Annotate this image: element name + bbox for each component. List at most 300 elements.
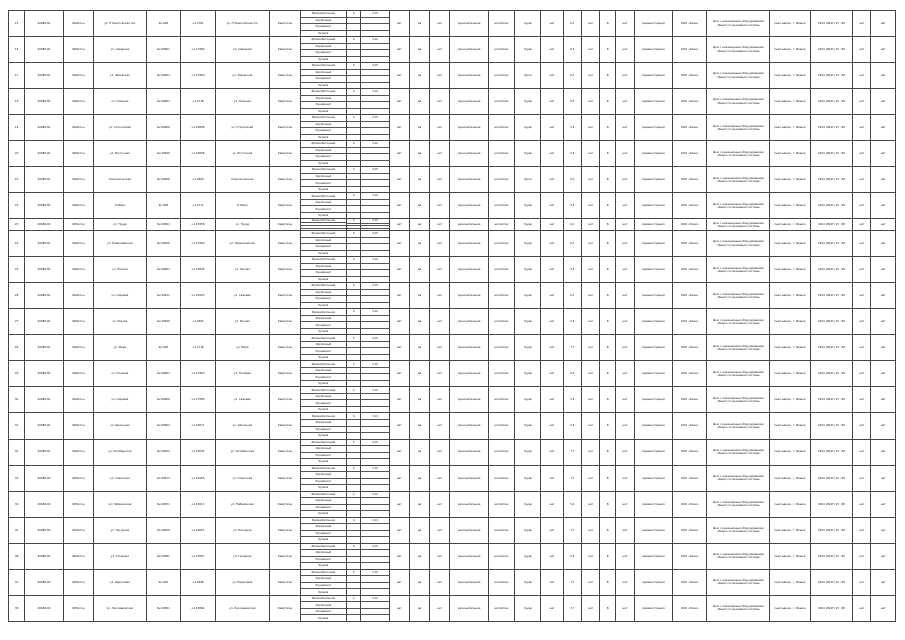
address-cell: ул. Лесная (94, 257, 147, 283)
district-cell: Кварталы (270, 413, 300, 439)
code-cell: +1.18223 (181, 283, 215, 309)
route-cell: Сыктывкар - г. Вашка (770, 309, 811, 335)
reference-cell: 0014 (9947) 15 : 68 (810, 361, 853, 387)
flag-i-cell: нет (581, 309, 599, 335)
flag-c-cell: нет (430, 569, 450, 595)
class-cell: Б (600, 219, 616, 231)
flag-r-cell: нет (871, 141, 896, 167)
date-cell: 40486,00 (25, 63, 63, 89)
count-value: 6 (347, 283, 360, 290)
payment-cell: неплатеж (488, 491, 514, 517)
flag-k-cell: нет (616, 413, 634, 439)
value-cell (361, 231, 389, 257)
flag-k-cell: нет (616, 517, 634, 543)
flag-i-cell: нет (581, 193, 599, 219)
flag-g-cell: нет (541, 439, 563, 465)
empty-subcell (361, 381, 388, 387)
count-cell (347, 89, 361, 115)
flag-i-cell: нет (581, 283, 599, 309)
material-line: Фундамент (301, 505, 347, 512)
date-cell: 40486,00 (25, 219, 63, 231)
district-cell: Кварталы (270, 361, 300, 387)
number-cell: 9н.00826 (146, 517, 180, 543)
ownership-cell: муниципальная (450, 63, 488, 89)
reference-cell: 0014 (9947) 15 : 68 (810, 413, 853, 439)
code-cell: +1.18898 (181, 115, 215, 141)
flag-r-cell: нет (871, 89, 896, 115)
operator-cell: ООО «Коми» (673, 387, 707, 413)
material-line: Кровля (318, 590, 329, 594)
materials-cell (300, 167, 347, 193)
flag-k-cell: нет (616, 167, 634, 193)
material-line: Железобетонный (301, 387, 347, 394)
flag-q-cell: нет (853, 387, 871, 413)
row-number: 36 (9, 543, 25, 569)
date-cell: 40486,00 (25, 167, 63, 193)
reference-cell: 0014 (9947) 15 : 68 (810, 231, 853, 257)
flag-a-cell: нет (389, 219, 409, 231)
address-cell: ул. Речная (94, 309, 147, 335)
material-line: Железобетонный (301, 440, 347, 447)
flag-g-cell: нет (541, 413, 563, 439)
metric-cell: 6.1 (563, 361, 581, 387)
address-cell: ул. Северная (94, 37, 147, 63)
authority-cell: Администрация (634, 335, 672, 361)
number-cell: 9н.00804 (146, 413, 180, 439)
count-cell (347, 283, 361, 309)
material-line: Кровля (318, 277, 329, 281)
address-cell: ул. Садовая (94, 283, 147, 309)
flag-g-cell: нет (541, 89, 563, 115)
ownership-cell: муниципальная (450, 543, 488, 569)
flag-c-cell: нет (430, 37, 450, 63)
flag-a-cell: нет (389, 89, 409, 115)
district-cell: Кварталы (270, 309, 300, 335)
reference-cell: 0014 (9947) 15 : 68 (810, 219, 853, 231)
location-cell: ул. Садовая (215, 387, 270, 413)
authority-cell: Администрация (634, 543, 672, 569)
flag-g-cell: нет (541, 543, 563, 569)
count-value: 6 (347, 37, 360, 44)
number-cell: 9н.008 (146, 193, 180, 219)
value-number: 3.10 (361, 361, 388, 368)
materials-cell (300, 257, 347, 283)
material-line: Кирпичный (301, 446, 347, 453)
location-cell: ул. Восточная (215, 141, 270, 167)
date-cell: 40486,00 (25, 257, 63, 283)
empty-subcell (347, 135, 360, 141)
reference-cell: 0014 (9947) 15 : 68 (810, 491, 853, 517)
code-cell: +1.18034 (181, 439, 215, 465)
flag-i-cell: нет (581, 361, 599, 387)
address-cell: ул. Заводская (94, 63, 147, 89)
code-cell: +1.18057 (181, 543, 215, 569)
material-line: Фундамент (301, 348, 347, 355)
material-line: Кровля (318, 408, 329, 412)
material-line: Фундамент (301, 154, 347, 161)
material-line: Железобетонная (301, 167, 347, 174)
type-cell: Ж/Бетон (63, 517, 93, 543)
flag-k-cell: нет (616, 595, 634, 621)
material-line: Кровля (318, 382, 329, 386)
flag-k-cell: нет (616, 257, 634, 283)
route-cell: Сыктывкар - г. Вашка (770, 11, 811, 37)
empty-subcell (347, 57, 360, 63)
access-cell: трудн (515, 11, 541, 37)
reference-cell: 0014 (9947) 15 : 68 (810, 387, 853, 413)
code-cell: +1.18458 (181, 219, 215, 231)
operator-cell: ООО «Коми» (673, 595, 707, 621)
route-cell: Сыктывкар - г. Вашка (770, 37, 811, 63)
value-cell (361, 439, 389, 465)
date-cell: 40486,00 (25, 115, 63, 141)
address-cell: ул. Садовая (94, 387, 147, 413)
authority-cell: Администрация (634, 439, 672, 465)
location-cell: ул. Набережная (215, 491, 270, 517)
flag-r-cell: нет (871, 517, 896, 543)
number-cell: 9н.00881 (146, 543, 180, 569)
code-cell: +1.18011 (181, 491, 215, 517)
ownership-cell: муниципальная (450, 465, 488, 491)
value-number: 3.10 (361, 544, 388, 551)
class-cell: Б (600, 413, 616, 439)
ownership-cell: муниципальная (450, 167, 488, 193)
address-cell: Комсомольская (94, 167, 147, 193)
row-number: 35 (9, 517, 25, 543)
date-cell: 40486,00 (25, 37, 63, 63)
flag-q-cell: нет (853, 257, 871, 283)
value-number: 3.10 (361, 193, 388, 200)
material-line: Железобетонная (301, 257, 347, 264)
value-number: 3.10 (361, 37, 388, 44)
flag-i-cell: нет (581, 569, 599, 595)
flag-q-cell: нет (853, 439, 871, 465)
access-cell: трудн (515, 193, 541, 219)
type-cell: Ж/Бетон (63, 63, 93, 89)
flag-b-cell: да (409, 167, 429, 193)
flag-b-cell: да (409, 361, 429, 387)
flag-i-cell: нет (581, 517, 599, 543)
flag-q-cell: нет (853, 335, 871, 361)
flag-b-cell: да (409, 439, 429, 465)
ownership-cell: муниципальная (450, 283, 488, 309)
description-cell: Дом с инженерным оборудованием общего пользования системы (707, 257, 770, 283)
flag-g-cell: нет (541, 167, 563, 193)
value-cell (361, 517, 389, 543)
description-cell: Дом с инженерным оборудованием общего пользования системы (707, 283, 770, 309)
location-cell: ул. Первомайская (215, 231, 270, 257)
flag-k-cell: нет (616, 569, 634, 595)
flag-a-cell: нет (389, 167, 409, 193)
flag-r-cell: нет (871, 413, 896, 439)
flag-i-cell: нет (581, 231, 599, 257)
date-cell: 40486,00 (25, 231, 63, 257)
empty-subcell (361, 187, 388, 193)
district-cell: Кварталы (270, 335, 300, 361)
count-cell (347, 141, 361, 167)
address-cell: ул. Полевая (94, 361, 147, 387)
location-cell: ул. Гагарина (215, 543, 270, 569)
row-number: 23 (9, 219, 25, 231)
access-cell: трудн (515, 283, 541, 309)
location-cell: П.Мира (215, 193, 270, 219)
location-cell: ул. Речная (215, 309, 270, 335)
flag-g-cell: нет (541, 387, 563, 413)
description-cell: Дом с инженерным оборудованием общего пользования системы (707, 63, 770, 89)
ownership-cell: муниципальная (450, 231, 488, 257)
number-cell: 9н.00873 (146, 465, 180, 491)
value-number: 3.10 (361, 413, 388, 420)
district-cell: Кварталы (270, 387, 300, 413)
access-cell: трудн (515, 491, 541, 517)
material-line: Кровля (318, 251, 329, 255)
date-cell: 40486,00 (25, 517, 63, 543)
ownership-cell: муниципальная (450, 309, 488, 335)
flag-g-cell: нет (541, 491, 563, 517)
operator-cell: ООО «Коми» (673, 193, 707, 219)
count-value: 3 (347, 361, 360, 368)
flag-b-cell: да (409, 543, 429, 569)
count-value: 4 (347, 518, 360, 525)
flag-a-cell: нет (389, 309, 409, 335)
material-line: Железобетонная (301, 115, 347, 122)
ownership-cell: муниципальная (450, 335, 488, 361)
reference-cell: 0014 (9947) 15 : 68 (810, 439, 853, 465)
value-cell (361, 335, 389, 361)
table-row (9, 543, 896, 569)
class-cell: Б (600, 257, 616, 283)
empty-subcell (361, 329, 388, 335)
ownership-cell: муниципальная (450, 219, 488, 231)
payment-cell: неплатеж (488, 63, 514, 89)
flag-r-cell: нет (871, 465, 896, 491)
flag-a-cell: нет (389, 569, 409, 595)
flag-b-cell: да (409, 569, 429, 595)
description-cell: Дом с инженерным оборудованием общего пользования системы (707, 361, 770, 387)
reference-cell: 0014 (9947) 15 : 68 (810, 37, 853, 63)
code-cell: +1.1781 (181, 11, 215, 37)
flag-r-cell: нет (871, 361, 896, 387)
material-line: Кирпичный (301, 174, 347, 181)
materials-cell (300, 543, 347, 569)
value-cell (361, 167, 389, 193)
value-cell (361, 595, 389, 621)
flag-b-cell: да (409, 387, 429, 413)
empty-subcell (347, 589, 360, 595)
empty-subcell (347, 459, 360, 465)
flag-k-cell: нет (616, 63, 634, 89)
flag-g-cell: нет (541, 465, 563, 491)
table-row (9, 465, 896, 491)
flag-r-cell: нет (871, 595, 896, 621)
flag-k-cell: нет (616, 193, 634, 219)
type-cell: Ж/Бетон (63, 257, 93, 283)
count-cell (347, 361, 361, 387)
value-number: 3.10 (361, 335, 388, 342)
access-cell: трудн (515, 517, 541, 543)
payment-cell: неплатеж (488, 231, 514, 257)
type-cell: Ж/Бетон (63, 231, 93, 257)
class-cell: Б (600, 231, 616, 257)
type-cell: Ж/Бетон (63, 219, 93, 231)
material-line: Фундамент (301, 296, 347, 303)
material-line: Фундамент (301, 374, 347, 381)
reference-cell: 0014 (9947) 15 : 68 (810, 193, 853, 219)
reference-cell: 0014 (9947) 15 : 68 (810, 63, 853, 89)
location-cell: ул. Лесозаводская (215, 595, 270, 621)
value-cell (361, 387, 389, 413)
value-number: 3.10 (361, 231, 388, 238)
row-number: 15 (9, 11, 25, 37)
row-number: 29 (9, 361, 25, 387)
flag-g-cell: нет (541, 335, 563, 361)
empty-subcell (361, 355, 388, 361)
table-row (9, 595, 896, 621)
location-cell: ул. Лесная (215, 257, 270, 283)
material-line: Железобетонный (301, 570, 347, 577)
empty-subcell (361, 161, 388, 167)
route-cell: Сыктывкар - г. Вашка (770, 543, 811, 569)
materials-cell (300, 231, 347, 257)
ownership-cell: муниципальная (450, 517, 488, 543)
material-line: Кровля (318, 486, 329, 490)
flag-b-cell: да (409, 309, 429, 335)
row-number: 20 (9, 141, 25, 167)
empty-subcell (347, 433, 360, 439)
material-line: Кирпичный (301, 316, 347, 323)
class-cell: Б (600, 37, 616, 63)
flag-i-cell: нет (581, 141, 599, 167)
table-row (9, 361, 896, 387)
count-cell (347, 309, 361, 335)
row-number: 26 (9, 283, 25, 309)
flag-a-cell: нет (389, 517, 409, 543)
material-line: Железобетонный (301, 335, 347, 342)
flag-r-cell: нет (871, 193, 896, 219)
code-cell: +1.1888 (181, 569, 215, 595)
district-cell: Кварталы (270, 543, 300, 569)
material-line: Железобетонная (301, 11, 347, 18)
flag-r-cell: нет (871, 231, 896, 257)
flag-c-cell: нет (430, 543, 450, 569)
flag-b-cell: да (409, 37, 429, 63)
number-cell: 9н.00800 (146, 387, 180, 413)
type-cell: Ж/Бетон (63, 309, 93, 335)
flag-a-cell: нет (389, 231, 409, 257)
material-line: Фундамент (301, 24, 347, 31)
payment-cell: неплатеж (488, 89, 514, 115)
table-row (9, 491, 896, 517)
location-cell: ул. Полевая (215, 361, 270, 387)
flag-b-cell: да (409, 335, 429, 361)
empty-subcell (347, 615, 360, 621)
flag-q-cell: нет (853, 595, 871, 621)
metric-cell: 7.7 (563, 569, 581, 595)
empty-subcell (361, 563, 388, 569)
flag-b-cell: да (409, 193, 429, 219)
class-cell: Б (600, 491, 616, 517)
number-cell: 9н.00824 (146, 439, 180, 465)
reference-cell: 0014 (9947) 15 : 68 (810, 517, 853, 543)
operator-cell: ООО «Коми» (673, 465, 707, 491)
value-cell (361, 193, 389, 219)
route-cell: Сыктывкар - г. Вашка (770, 491, 811, 517)
empty-subcell (361, 511, 388, 517)
metric-cell: 6.2 (563, 167, 581, 193)
description-cell: Дом с инженерным оборудованием общего пользования системы (707, 517, 770, 543)
flag-a-cell: нет (389, 283, 409, 309)
class-cell: Б (600, 595, 616, 621)
empty-subcell (347, 187, 360, 193)
material-line: Фундамент (301, 270, 347, 277)
empty-subcell (361, 213, 388, 219)
flag-a-cell: нет (389, 387, 409, 413)
type-cell: Ж/Бетон (63, 193, 93, 219)
flag-c-cell: нет (430, 89, 450, 115)
metric-cell: 6.1 (563, 283, 581, 309)
authority-cell: Администрация (634, 193, 672, 219)
address-cell: ул. Гагарина (94, 543, 147, 569)
table-row (9, 387, 896, 413)
value-number: 3.10 (361, 257, 388, 264)
value-number: 3.10 (361, 219, 388, 223)
reference-cell: 0014 (9947) 15 : 68 (810, 543, 853, 569)
flag-q-cell: нет (853, 89, 871, 115)
route-cell: Сыктывкар - г. Вашка (770, 439, 811, 465)
flag-a-cell: нет (389, 491, 409, 517)
empty-subcell (347, 83, 360, 89)
flag-i-cell: нет (581, 115, 599, 141)
material-line: Кровля (318, 161, 329, 165)
operator-cell: ООО «Коми» (673, 37, 707, 63)
row-number: 31 (9, 413, 25, 439)
material-line: Фундамент (301, 583, 347, 590)
metric-cell: 5.4 (563, 413, 581, 439)
route-cell: Сыктывкар - г. Вашка (770, 387, 811, 413)
register-table (8, 10, 896, 622)
materials-cell (300, 37, 347, 63)
material-line: Кровля (318, 109, 329, 113)
count-cell (347, 335, 361, 361)
flag-r-cell: нет (871, 115, 896, 141)
ownership-cell: муниципальная (450, 89, 488, 115)
table-row (9, 231, 896, 257)
type-cell: Ж/Бетон (63, 167, 93, 193)
table-row (9, 89, 896, 115)
table-row (9, 219, 896, 231)
type-cell: Ж/Бетон (63, 11, 93, 37)
flag-b-cell: да (409, 465, 429, 491)
material-line: Кирпичный (301, 550, 347, 557)
materials-cell (300, 11, 347, 37)
value-cell (361, 569, 389, 595)
address-cell: ул. Строителей (94, 115, 147, 141)
route-cell: Сыктывкар - г. Вашка (770, 115, 811, 141)
count-cell (347, 115, 361, 141)
description-cell: Дом с инженерным оборудованием общего пользования системы (707, 193, 770, 219)
reference-cell: 0014 (9947) 15 : 68 (810, 283, 853, 309)
class-cell: Б (600, 167, 616, 193)
operator-cell: ООО «Коми» (673, 63, 707, 89)
material-line: Кровля (318, 564, 329, 568)
route-cell: Сыктывкар - г. Вашка (770, 413, 811, 439)
row-number: 21 (9, 167, 25, 193)
material-line: Железобетонный (301, 283, 347, 290)
code-cell: +1.17889 (181, 387, 215, 413)
materials-cell (300, 219, 347, 231)
table-row (9, 141, 896, 167)
flag-g-cell: нет (541, 517, 563, 543)
